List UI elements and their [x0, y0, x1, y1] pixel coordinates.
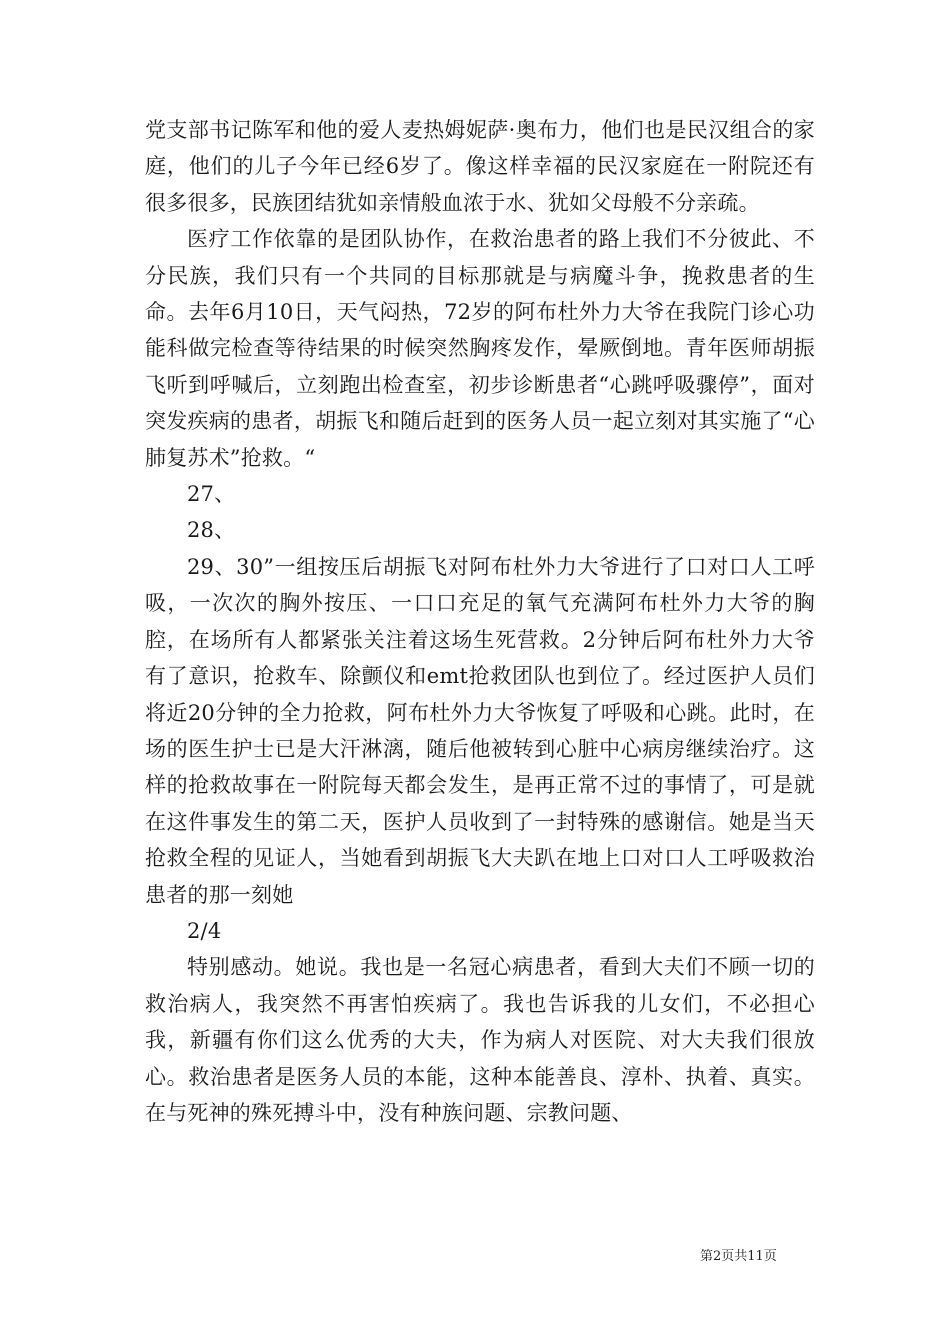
paragraph-7: 特别感动。她说。我也是一名冠心病患者，看到大夫们不顾一切的救治病人，我突然不再害怕疾病了。我也告诉我的儿女们，不必担心我，新疆有你们这么优秀的大夫，作为病人对医院、对大夫我们很放心。救治患者是医务人员的本能，这种本能善良、淳朴、执着、真实。在与死神的殊死搏斗中，没有种族问题、宗教问题、 [145, 955, 815, 1125]
paragraph-1: 党支部书记陈军和他的爱人麦热姆妮萨·奥布力，他们也是民汉组合的家庭，他们的儿子今年已经6岁了。像这样幸福的民汉家庭在一附院还有很多很多，民族团结犹如亲情般血浓于水、犹如父母般不分亲疏。 [145, 118, 815, 215]
paragraph-2: 医疗工作依靠的是团队协作，在救治患者的路上我们不分彼此、不分民族，我们只有一个共同的目标那就是与病魔斗争，挽救患者的生命。去年6月10日，天气闷热，72岁的阿布杜外力大爷在我院门诊心功能科做完检查等待结果的时候突然胸疼发作，晕厥倒地。青年医师胡振飞听到呼喊后，立刻跑出检查室，初步诊断患者“心跳呼吸骤停”，面对突发疾病的患者，胡振飞和随后赶到的医务人员一起立刻对其实施了“心肺复苏术”抢救。“ [145, 227, 815, 470]
paragraph-4: 28、 [187, 518, 236, 543]
body-text [145, 112, 815, 1131]
paragraph-5: 29、30”一组按压后胡振飞对阿布杜外力大爷进行了口对口人工呼吸，一次次的胸外按压、一口口充足的氧气充满阿布杜外力大爷的胸腔，在场所有人都紧张关注着这场生死营救。2分钟后阿布杜外力大爷有了意识，抢救车、除颤仪和emt抢救团队也到位了。经过医护人员们将近20分钟的全力抢救，阿布杜外力大爷恢复了呼吸和心跳。此时，在场的医生护士已是大汗淋漓，随后他被转到心脏中心病房继续治疗。这样的抢救故事在一附院每天都会发生，是再正常不过的事情了，可是就在这件事发生的第二天，医护人员收到了一封特殊的感谢信。她是当天抢救全程的见证人，当她看到胡振飞大夫趴在地上口对口人工呼吸救治患者的那一刻她 [145, 554, 815, 907]
page-footer: 第2页共11页 [700, 1249, 777, 1264]
paragraph-6: 2/4 [187, 918, 222, 943]
paragraph-3: 27、 [187, 482, 236, 507]
